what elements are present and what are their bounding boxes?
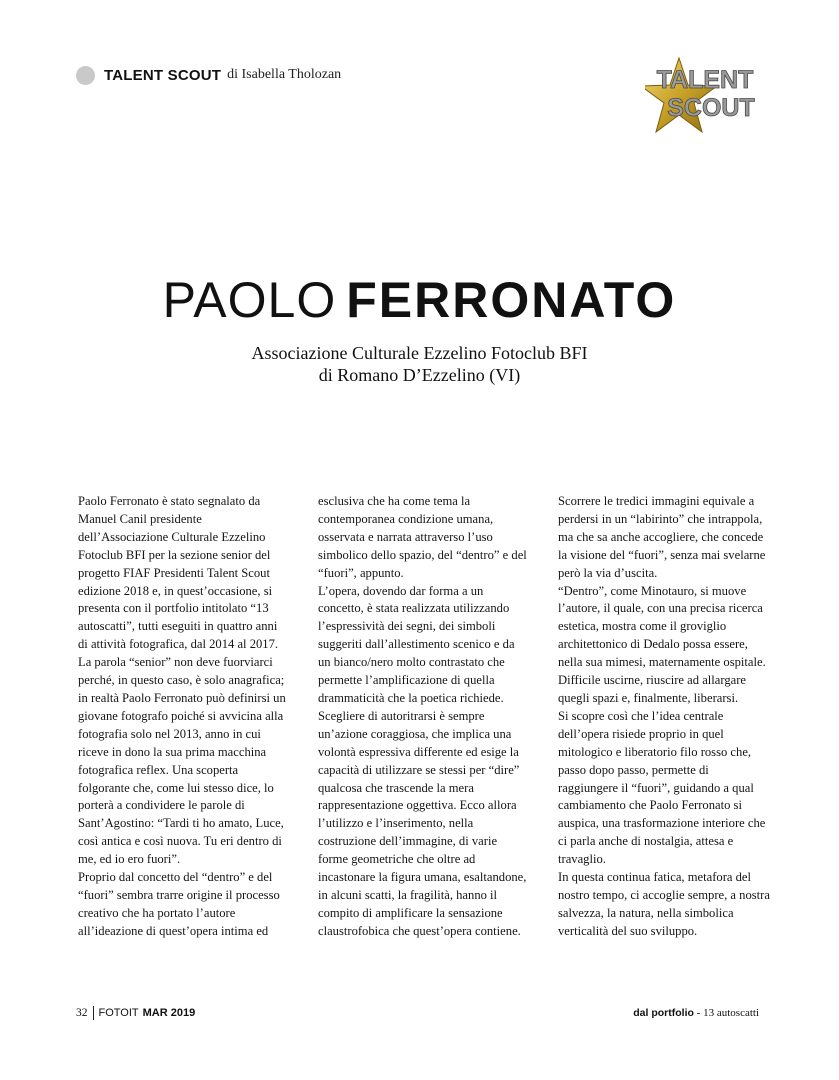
- footer-separator: -: [693, 1007, 704, 1019]
- paragraph: “Dentro”, come Minotauro, si muove l’autore, il quale, con una precisa ricerca estetica, mostra come il groviglio architettonico di Dedalo possa essere, nella sua mimesi, maternamente ospitale.: [558, 583, 766, 670]
- text-column-3: [558, 493, 770, 941]
- paragraph: esclusiva che ha come tema la contemporanea condizione umana, osservata e narrata attraverso l’uso simbolico dello spazio, del “dentro” e del “fuori”, appunto.: [318, 494, 527, 580]
- magazine-name: FOTOIT: [98, 1007, 139, 1019]
- paragraph: Si scopre così che l’idea centrale dell’opera risiede proprio in quel mitologico e liberatorio filo rosso che, passo dopo passo, permette di raggiungere il “fuori”, guidando a qual cambiamento che Paolo Ferronato si auspica, una trasformazione interiore che ci parla anche di nostalgia, attesa e travaglio.: [558, 708, 766, 867]
- logo-line-1: TALENT: [656, 66, 754, 94]
- byline: di Isabella Tholozan: [227, 67, 342, 82]
- page-title: [0, 270, 839, 330]
- logo-line-2: SCOUT: [667, 94, 755, 122]
- paragraph: Difficile uscirne, riuscire ad allargare quegli spazi e, finalmente, liberarsi.: [558, 673, 747, 705]
- paragraph: In questa continua fatica, metafora del nostro tempo, ci accoglie sempre, a nostra salvezza, la natura, nella simbolica verticalità del suo sviluppo.: [558, 870, 770, 938]
- issue-date: MAR 2019: [142, 1007, 196, 1019]
- subtitle: [0, 342, 839, 386]
- paragraph: Paolo Ferronato è stato segnalato da Manuel Canil presidente dell’Associazione Culturale Ezzelino Fotoclub BFI per la sezione senior del progetto FIAF Presidenti Talent Scout edizione 2018 e, in quest’occasione, si presenta con il portfolio intitolato “13 autoscatti”, tutti eseguiti in quattro anni di attività fotografica, dal 2014 al 2017.: [78, 494, 279, 652]
- title-first-name: PAOLO: [162, 272, 337, 328]
- paragraph: Proprio dal concetto del “dentro” e del “fuori” sembra trarre origine il processo creativo che ha portato l’autore all’ideazione di quest’opera intima ed: [78, 870, 280, 938]
- paragraph: La parola “senior” non deve fuorviarci perché, in questo caso, è solo anagrafica; in realtà Paolo Ferronato può definirsi un giovane fotografo poiché si avvicina alla fotografia solo nel 2013, anno in cui riceve in dono la sua prima macchina fotografica reflex. Una scoperta folgorante che, come lui stesso dice, lo porterà a condividere le parole di Sant’Agostino: “Tardi ti ho amato, Luce, così antica e così nuova. Tu eri dentro di me, ed io ero fuori”.: [78, 655, 286, 867]
- subtitle-line-1: Associazione Culturale Ezzelino Fotoclub BFI: [251, 343, 588, 363]
- title-last-name: FERRONATO: [346, 272, 677, 328]
- paragraph: Scorrere le tredici immagini equivale a perdersi in un “labirinto” che intrappola, ma che sa anche accogliere, che concede la visione del “fuori”, senza mai svelarne però la via d’uscita.: [558, 494, 766, 580]
- page-number: 32: [76, 1007, 88, 1019]
- subtitle-line-2: di Romano D’Ezzelino (VI): [318, 365, 521, 385]
- footer-right: [633, 1005, 759, 1021]
- footer-left: [76, 1005, 195, 1021]
- bullet-dot-icon: [76, 66, 95, 85]
- talent-scout-logo: [645, 52, 761, 144]
- paragraph: L’opera, dovendo dar forma a un concetto, è stata realizzata utilizzando l’espressività dei segni, dei simboli suggeriti dall’allestimento scenico e da un bianco/nero molto contrastato che permette l’amplificazione di quella drammaticità che la poetica richiede. Scegliere di autoritrarsi è sempre un’azione coraggiosa, che implica una volontà espressiva differente ed esige la capacità di utilizzare se stessi per “dire” qualcosa che trascende la mera rappresentazione oggettiva. Ecco allora l’utilizzo e l’inserimento, nella costruzione dell’immagine, di varie forme geometriche che oltre ad incastonare la figura umana, esaltandone, in alcuni scatti, la fragilità, hanno il compito di amplificare la sensazione claustrofobica che quest’opera contiene.: [318, 583, 527, 938]
- article-body: [78, 493, 770, 941]
- star-logo-icon: [645, 52, 761, 144]
- text-column-1: [78, 493, 290, 941]
- footer-section: dal portfolio: [633, 1007, 694, 1019]
- footer-topic: 13 autoscatti: [703, 1007, 759, 1019]
- section-header: [76, 64, 341, 86]
- text-column-2: [318, 493, 530, 941]
- section-title: TALENT SCOUT: [104, 66, 222, 84]
- footer-divider: [93, 1006, 94, 1020]
